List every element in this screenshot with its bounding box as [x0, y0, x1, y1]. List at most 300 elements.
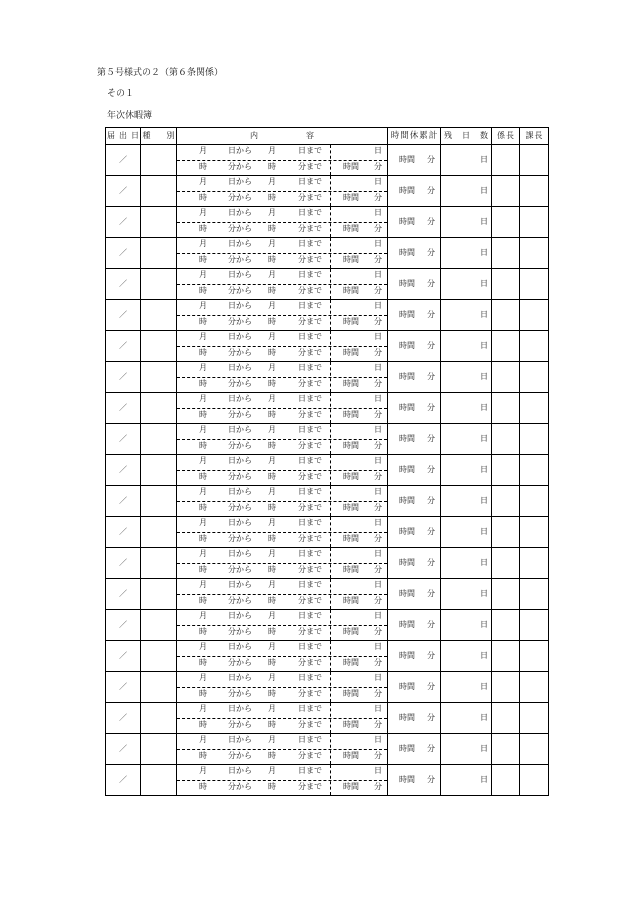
day-time-divider	[177, 408, 387, 409]
to-day-label: 日まで	[298, 518, 322, 527]
filed-date-cell	[105, 176, 141, 207]
cumulative-minutes-label: 分	[427, 155, 435, 164]
remaining-days-cell	[441, 703, 492, 734]
from-day-label: 日から	[228, 425, 252, 434]
total-hours-label: 時間	[343, 503, 359, 512]
period-total-divider	[330, 703, 331, 733]
to-month-label: 月	[268, 394, 276, 403]
remaining-days-label: 日	[480, 341, 488, 350]
from-hour-label: 時	[199, 720, 207, 729]
to-minute-label: 分まで	[298, 472, 322, 481]
from-minute-label: 分から	[228, 472, 252, 481]
from-minute-label: 分から	[228, 503, 252, 512]
period-total-divider	[330, 548, 331, 578]
to-day-label: 日まで	[298, 332, 322, 341]
hourly-cumulative-cell	[388, 393, 441, 424]
to-month-label: 月	[268, 487, 276, 496]
to-minute-label: 分まで	[298, 720, 322, 729]
day-time-divider	[177, 563, 387, 564]
from-day-label: 日から	[228, 208, 252, 217]
day-time-divider	[177, 191, 387, 192]
from-month-label: 月	[199, 332, 207, 341]
chief-approval-cell	[492, 610, 520, 641]
from-month-label: 月	[199, 735, 207, 744]
to-day-label: 日まで	[298, 456, 322, 465]
cumulative-minutes-label: 分	[427, 341, 435, 350]
filed-date-slash: ／	[119, 682, 127, 691]
from-hour-label: 時	[199, 255, 207, 264]
header-section-head	[520, 127, 549, 145]
leave-period-cell	[177, 641, 388, 672]
cumulative-minutes-label: 分	[427, 465, 435, 474]
section-head-approval-cell	[520, 672, 549, 703]
chief-approval-cell	[492, 641, 520, 672]
filed-date-cell	[105, 362, 141, 393]
to-month-label: 月	[268, 766, 276, 775]
chief-approval-cell	[492, 548, 520, 579]
period-total-divider	[330, 393, 331, 423]
to-minute-label: 分まで	[298, 441, 322, 450]
hourly-cumulative-cell	[388, 455, 441, 486]
to-month-label: 月	[268, 208, 276, 217]
remaining-days-cell	[441, 393, 492, 424]
to-minute-label: 分まで	[298, 162, 322, 171]
cumulative-minutes-label: 分	[427, 186, 435, 195]
cumulative-minutes-label: 分	[427, 713, 435, 722]
remaining-days-label: 日	[480, 589, 488, 598]
total-minutes-label: 分	[374, 317, 382, 326]
to-hour-label: 時	[268, 782, 276, 791]
header-chief-label: 係長	[497, 131, 515, 140]
from-hour-label: 時	[199, 348, 207, 357]
from-hour-label: 時	[199, 193, 207, 202]
section-head-approval-cell	[520, 579, 549, 610]
leave-period-cell	[177, 517, 388, 548]
filed-date-slash: ／	[119, 186, 127, 195]
leave-type-cell	[141, 269, 177, 300]
remaining-days-cell	[441, 517, 492, 548]
chief-approval-cell	[492, 579, 520, 610]
from-minute-label: 分から	[228, 534, 252, 543]
total-minutes-label: 分	[374, 689, 382, 698]
total-hours-label: 時間	[343, 782, 359, 791]
total-minutes-label: 分	[374, 658, 382, 667]
filed-date-cell	[105, 765, 141, 796]
cumulative-hours-label: 時間	[399, 248, 415, 257]
period-total-divider	[330, 269, 331, 299]
cumulative-minutes-label: 分	[427, 310, 435, 319]
leave-type-cell	[141, 672, 177, 703]
leave-record-row	[105, 145, 549, 176]
filed-date-slash: ／	[119, 465, 127, 474]
filed-date-cell	[105, 455, 141, 486]
leave-type-cell	[141, 176, 177, 207]
to-day-label: 日まで	[298, 487, 322, 496]
chief-approval-cell	[492, 207, 520, 238]
header-filed-date	[105, 127, 141, 145]
to-hour-label: 時	[268, 751, 276, 760]
to-hour-label: 時	[268, 410, 276, 419]
total-days-label: 日	[374, 208, 382, 217]
remaining-days-label: 日	[480, 372, 488, 381]
leave-type-cell	[141, 548, 177, 579]
from-minute-label: 分から	[228, 627, 252, 636]
chief-approval-cell	[492, 486, 520, 517]
from-minute-label: 分から	[228, 379, 252, 388]
to-day-label: 日まで	[298, 642, 322, 651]
header-type-label: 種別	[142, 131, 191, 140]
cumulative-hours-label: 時間	[399, 403, 415, 412]
leave-period-cell	[177, 331, 388, 362]
hourly-cumulative-cell	[388, 703, 441, 734]
to-minute-label: 分まで	[298, 596, 322, 605]
filed-date-cell	[105, 641, 141, 672]
leave-period-cell	[177, 765, 388, 796]
chief-approval-cell	[492, 765, 520, 796]
to-minute-label: 分まで	[298, 224, 322, 233]
hourly-cumulative-cell	[388, 641, 441, 672]
to-hour-label: 時	[268, 565, 276, 574]
leave-type-cell	[141, 517, 177, 548]
remaining-days-cell	[441, 331, 492, 362]
from-day-label: 日から	[228, 394, 252, 403]
chief-approval-cell	[492, 672, 520, 703]
to-hour-label: 時	[268, 596, 276, 605]
total-hours-label: 時間	[343, 658, 359, 667]
from-minute-label: 分から	[228, 162, 252, 171]
to-month-label: 月	[268, 580, 276, 589]
total-days-label: 日	[374, 394, 382, 403]
period-total-divider	[330, 517, 331, 547]
total-hours-label: 時間	[343, 534, 359, 543]
total-hours-label: 時間	[343, 689, 359, 698]
cumulative-minutes-label: 分	[427, 496, 435, 505]
total-days-label: 日	[374, 456, 382, 465]
period-total-divider	[330, 238, 331, 268]
section-head-approval-cell	[520, 517, 549, 548]
chief-approval-cell	[492, 238, 520, 269]
filed-date-cell	[105, 331, 141, 362]
total-days-label: 日	[374, 766, 382, 775]
period-total-divider	[330, 207, 331, 237]
period-total-divider	[330, 486, 331, 516]
from-month-label: 月	[199, 208, 207, 217]
leave-type-cell	[141, 362, 177, 393]
hourly-cumulative-cell	[388, 517, 441, 548]
cumulative-minutes-label: 分	[427, 527, 435, 536]
hourly-cumulative-cell	[388, 424, 441, 455]
period-total-divider	[330, 176, 331, 206]
from-day-label: 日から	[228, 363, 252, 372]
leave-record-row	[105, 610, 549, 641]
total-minutes-label: 分	[374, 286, 382, 295]
to-month-label: 月	[268, 642, 276, 651]
from-hour-label: 時	[199, 503, 207, 512]
from-day-label: 日から	[228, 611, 252, 620]
cumulative-hours-label: 時間	[399, 186, 415, 195]
from-hour-label: 時	[199, 782, 207, 791]
from-hour-label: 時	[199, 317, 207, 326]
to-minute-label: 分まで	[298, 286, 322, 295]
from-day-label: 日から	[228, 518, 252, 527]
total-minutes-label: 分	[374, 441, 382, 450]
from-minute-label: 分から	[228, 782, 252, 791]
cumulative-minutes-label: 分	[427, 403, 435, 412]
leave-type-cell	[141, 455, 177, 486]
to-month-label: 月	[268, 549, 276, 558]
to-hour-label: 時	[268, 317, 276, 326]
filed-date-cell	[105, 734, 141, 765]
hourly-cumulative-cell	[388, 579, 441, 610]
to-day-label: 日まで	[298, 580, 322, 589]
total-hours-label: 時間	[343, 348, 359, 357]
total-hours-label: 時間	[343, 627, 359, 636]
leave-record-row	[105, 486, 549, 517]
day-time-divider	[177, 501, 387, 502]
total-minutes-label: 分	[374, 193, 382, 202]
to-hour-label: 時	[268, 193, 276, 202]
to-hour-label: 時	[268, 658, 276, 667]
filed-date-slash: ／	[119, 589, 127, 598]
total-minutes-label: 分	[374, 379, 382, 388]
remaining-days-cell	[441, 734, 492, 765]
from-day-label: 日から	[228, 642, 252, 651]
from-minute-label: 分から	[228, 689, 252, 698]
from-minute-label: 分から	[228, 317, 252, 326]
total-minutes-label: 分	[374, 162, 382, 171]
remaining-days-label: 日	[480, 620, 488, 629]
day-time-divider	[177, 625, 387, 626]
filed-date-slash: ／	[119, 775, 127, 784]
remaining-days-cell	[441, 610, 492, 641]
total-hours-label: 時間	[343, 751, 359, 760]
to-minute-label: 分まで	[298, 689, 322, 698]
cumulative-hours-label: 時間	[399, 341, 415, 350]
period-total-divider	[330, 610, 331, 640]
leave-period-cell	[177, 269, 388, 300]
leave-type-cell	[141, 765, 177, 796]
total-minutes-label: 分	[374, 627, 382, 636]
cumulative-minutes-label: 分	[427, 682, 435, 691]
remaining-days-label: 日	[480, 713, 488, 722]
from-month-label: 月	[199, 580, 207, 589]
leave-record-row	[105, 765, 549, 796]
from-month-label: 月	[199, 239, 207, 248]
section-head-approval-cell	[520, 207, 549, 238]
filed-date-slash: ／	[119, 217, 127, 226]
cumulative-hours-label: 時間	[399, 465, 415, 474]
period-total-divider	[330, 672, 331, 702]
remaining-days-label: 日	[480, 279, 488, 288]
day-time-divider	[177, 377, 387, 378]
from-month-label: 月	[199, 301, 207, 310]
day-time-divider	[177, 284, 387, 285]
filed-date-slash: ／	[119, 527, 127, 536]
from-minute-label: 分から	[228, 658, 252, 667]
to-hour-label: 時	[268, 255, 276, 264]
to-day-label: 日まで	[298, 549, 322, 558]
from-month-label: 月	[199, 673, 207, 682]
page-title: 年次休暇簿	[107, 111, 153, 121]
leave-type-cell	[141, 300, 177, 331]
period-total-divider	[330, 424, 331, 454]
leave-type-cell	[141, 734, 177, 765]
from-hour-label: 時	[199, 658, 207, 667]
to-hour-label: 時	[268, 441, 276, 450]
total-days-label: 日	[374, 239, 382, 248]
to-day-label: 日まで	[298, 208, 322, 217]
total-hours-label: 時間	[343, 317, 359, 326]
leave-record-row	[105, 548, 549, 579]
remaining-days-label: 日	[480, 310, 488, 319]
to-month-label: 月	[268, 673, 276, 682]
cumulative-hours-label: 時間	[399, 310, 415, 319]
leave-period-cell	[177, 579, 388, 610]
to-day-label: 日まで	[298, 363, 322, 372]
leave-period-cell	[177, 455, 388, 486]
total-hours-label: 時間	[343, 565, 359, 574]
from-hour-label: 時	[199, 534, 207, 543]
header-content-label: 内容	[250, 131, 362, 140]
remaining-days-label: 日	[480, 217, 488, 226]
total-hours-label: 時間	[343, 379, 359, 388]
total-minutes-label: 分	[374, 782, 382, 791]
from-month-label: 月	[199, 363, 207, 372]
leave-record-row	[105, 734, 549, 765]
total-minutes-label: 分	[374, 565, 382, 574]
day-time-divider	[177, 315, 387, 316]
remaining-days-cell	[441, 486, 492, 517]
section-head-approval-cell	[520, 734, 549, 765]
filed-date-cell	[105, 672, 141, 703]
to-day-label: 日まで	[298, 704, 322, 713]
to-minute-label: 分まで	[298, 193, 322, 202]
filed-date-cell	[105, 207, 141, 238]
leave-record-row	[105, 455, 549, 486]
to-month-label: 月	[268, 177, 276, 186]
to-hour-label: 時	[268, 472, 276, 481]
filed-date-cell	[105, 579, 141, 610]
cumulative-hours-label: 時間	[399, 434, 415, 443]
from-minute-label: 分から	[228, 441, 252, 450]
to-hour-label: 時	[268, 627, 276, 636]
total-days-label: 日	[374, 177, 382, 186]
filed-date-cell	[105, 486, 141, 517]
section-head-approval-cell	[520, 548, 549, 579]
chief-approval-cell	[492, 455, 520, 486]
section-head-approval-cell	[520, 486, 549, 517]
from-month-label: 月	[199, 456, 207, 465]
cumulative-hours-label: 時間	[399, 651, 415, 660]
remaining-days-cell	[441, 238, 492, 269]
section-head-approval-cell	[520, 362, 549, 393]
from-day-label: 日から	[228, 456, 252, 465]
filed-date-slash: ／	[119, 310, 127, 319]
from-month-label: 月	[199, 642, 207, 651]
section-head-approval-cell	[520, 393, 549, 424]
filed-date-cell	[105, 393, 141, 424]
from-minute-label: 分から	[228, 255, 252, 264]
filed-date-cell	[105, 424, 141, 455]
header-chief	[492, 127, 520, 145]
cumulative-hours-label: 時間	[399, 217, 415, 226]
section-head-approval-cell	[520, 176, 549, 207]
filed-date-slash: ／	[119, 279, 127, 288]
total-hours-label: 時間	[343, 720, 359, 729]
filed-date-slash: ／	[119, 248, 127, 257]
from-hour-label: 時	[199, 379, 207, 388]
to-month-label: 月	[268, 456, 276, 465]
period-total-divider	[330, 734, 331, 764]
cumulative-hours-label: 時間	[399, 558, 415, 567]
filed-date-cell	[105, 300, 141, 331]
leave-period-cell	[177, 548, 388, 579]
chief-approval-cell	[492, 703, 520, 734]
to-hour-label: 時	[268, 379, 276, 388]
table-header	[105, 127, 549, 145]
to-minute-label: 分まで	[298, 410, 322, 419]
from-minute-label: 分から	[228, 596, 252, 605]
leave-type-cell	[141, 393, 177, 424]
total-days-label: 日	[374, 425, 382, 434]
to-month-label: 月	[268, 518, 276, 527]
leave-period-cell	[177, 145, 388, 176]
remaining-days-cell	[441, 641, 492, 672]
leave-period-cell	[177, 207, 388, 238]
part-label: その１	[107, 89, 135, 99]
remaining-days-cell	[441, 765, 492, 796]
leave-period-cell	[177, 176, 388, 207]
from-month-label: 月	[199, 394, 207, 403]
section-head-approval-cell	[520, 703, 549, 734]
period-total-divider	[330, 362, 331, 392]
hourly-cumulative-cell	[388, 548, 441, 579]
leave-record-row	[105, 362, 549, 393]
hourly-cumulative-cell	[388, 269, 441, 300]
remaining-days-label: 日	[480, 651, 488, 660]
remaining-days-label: 日	[480, 248, 488, 257]
total-days-label: 日	[374, 487, 382, 496]
leave-period-cell	[177, 362, 388, 393]
total-minutes-label: 分	[374, 534, 382, 543]
total-minutes-label: 分	[374, 751, 382, 760]
filed-date-slash: ／	[119, 713, 127, 722]
day-time-divider	[177, 718, 387, 719]
leave-record-row	[105, 176, 549, 207]
remaining-days-cell	[441, 145, 492, 176]
to-month-label: 月	[268, 735, 276, 744]
chief-approval-cell	[492, 331, 520, 362]
total-minutes-label: 分	[374, 503, 382, 512]
leave-record-row	[105, 424, 549, 455]
total-days-label: 日	[374, 611, 382, 620]
day-time-divider	[177, 346, 387, 347]
from-hour-label: 時	[199, 751, 207, 760]
hourly-cumulative-cell	[388, 610, 441, 641]
hourly-cumulative-cell	[388, 207, 441, 238]
leave-record-row	[105, 517, 549, 548]
to-minute-label: 分まで	[298, 534, 322, 543]
leave-period-cell	[177, 300, 388, 331]
remaining-days-cell	[441, 362, 492, 393]
from-minute-label: 分から	[228, 286, 252, 295]
to-hour-label: 時	[268, 348, 276, 357]
total-hours-label: 時間	[343, 162, 359, 171]
remaining-days-cell	[441, 672, 492, 703]
leave-record-row	[105, 641, 549, 672]
from-day-label: 日から	[228, 487, 252, 496]
day-time-divider	[177, 532, 387, 533]
